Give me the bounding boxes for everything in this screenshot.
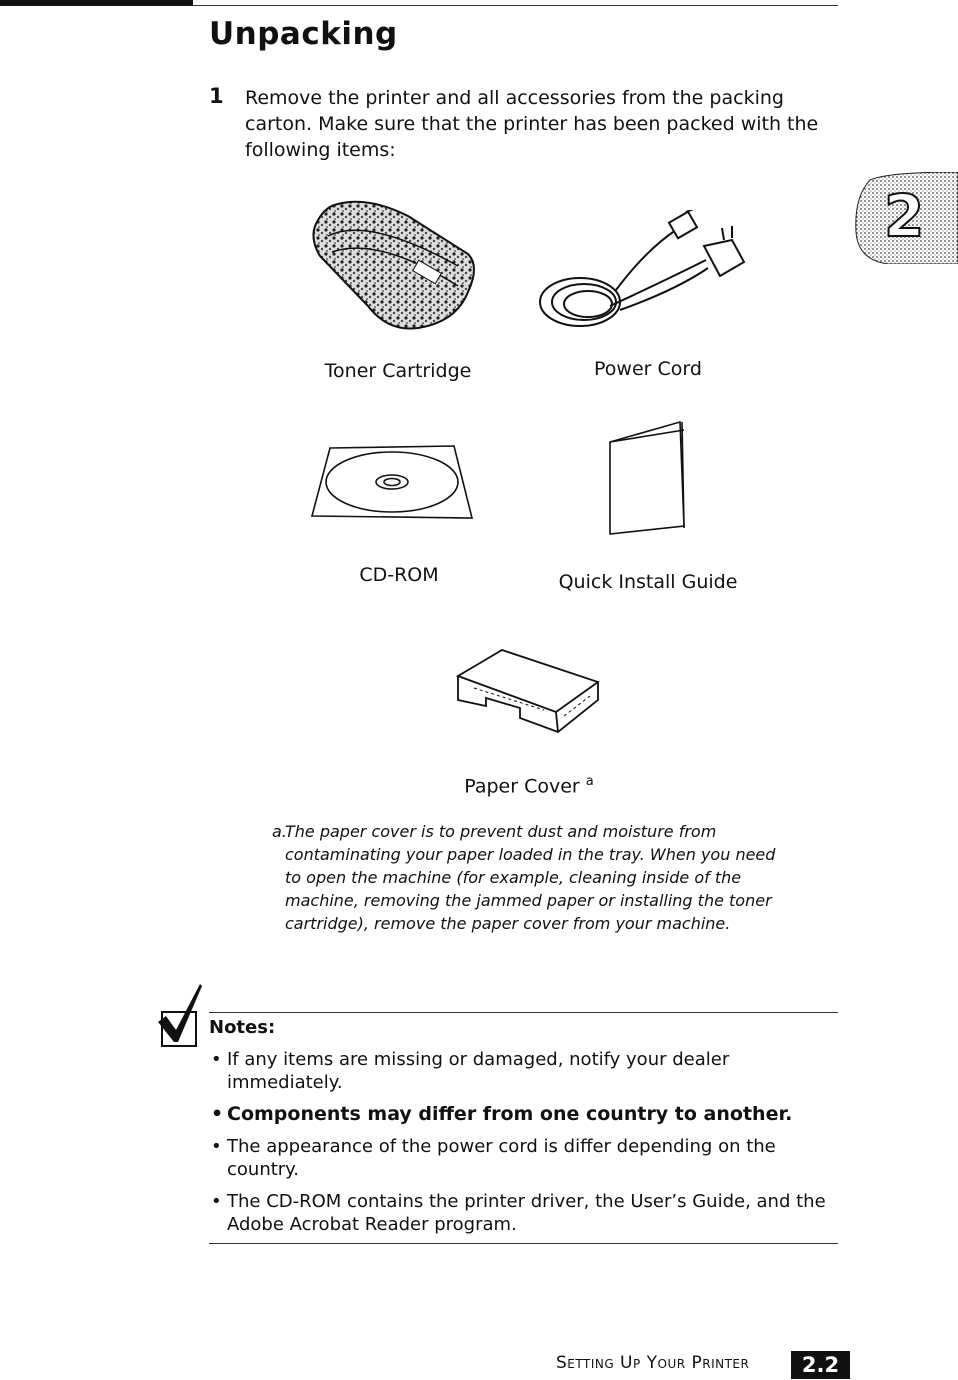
step-number: 1: [209, 84, 224, 108]
step-text: Remove the printer and all accessories from the packing carton. Make sure that the printer has been packed with the following items:: [245, 87, 819, 161]
caption-quick-install-guide: Quick Install Guide: [558, 571, 738, 593]
caption-paper-cover-footnote-mark: a: [585, 774, 594, 789]
footnote-text: The paper cover is to prevent dust and moisture from contaminating your paper loaded in the tray. When you need to open the machine (for example, cleaning inside of the machine, removing the jammed paper or installing the toner cartridge), remove the paper cover from your machine.: [285, 822, 776, 933]
notes-list: [209, 1048, 839, 1245]
caption-cdrom: CD-ROM: [359, 564, 439, 586]
power-cord-image: [536, 210, 748, 336]
chapter-tab-number: 2: [884, 182, 925, 250]
footer-section-title: [556, 1353, 749, 1373]
footnote: [272, 820, 782, 935]
footer-section-text: Setting Up Your Printer: [556, 1353, 750, 1373]
caption-power-cord: Power Cord: [594, 358, 702, 380]
paper-cover-image: [454, 646, 602, 736]
check-note-icon: [156, 982, 208, 1048]
note-item: • If any items are missing or damaged, notify your dealer immediately.: [209, 1048, 839, 1094]
caption-paper-cover: [454, 774, 604, 797]
cdrom-image: [310, 444, 476, 522]
note-item: • The appearance of the power cord is differ depending on the country.: [209, 1135, 839, 1181]
notes-title: Notes:: [209, 1017, 276, 1038]
page-title: Unpacking: [209, 16, 398, 52]
footnote-mark: a.: [272, 822, 287, 841]
caption-toner-cartridge: Toner Cartridge: [324, 360, 472, 382]
notes-top-rule: [209, 1012, 838, 1013]
caption-paper-cover-text: Paper Cover: [464, 775, 580, 798]
page-number: 2.2: [791, 1351, 850, 1379]
chapter-tab: [848, 172, 958, 264]
quick-install-guide-image: [606, 418, 690, 538]
header-rule-thick: [0, 0, 193, 6]
note-item: • The CD-ROM contains the printer driver, the User’s Guide, and the Adobe Acrobat Reader program.: [209, 1190, 839, 1236]
notes-bottom-rule: [209, 1243, 838, 1244]
toner-cartridge-image: [308, 196, 480, 334]
note-item: • Components may differ from one country to another.: [209, 1103, 839, 1126]
header-rule-thin: [193, 5, 838, 6]
